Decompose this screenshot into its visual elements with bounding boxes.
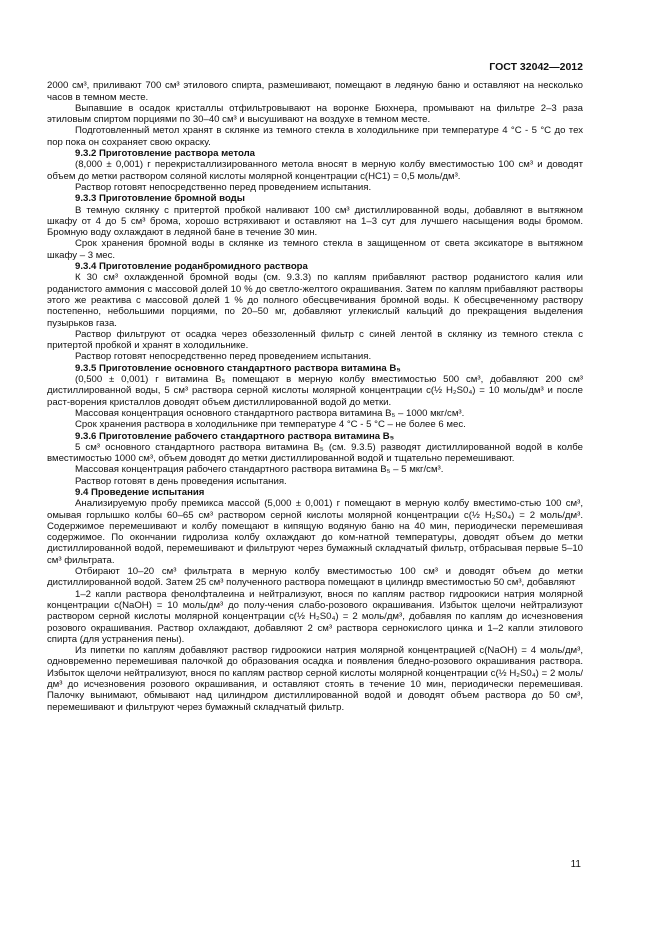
paragraph: Раствор фильтруют от осадка через обеззоленный фильтр с синей лентой в склянку из темного стекла с притертой пробкой и хранят в холодильнике. (47, 328, 583, 352)
paragraph: Выпавшие в осадок кристаллы отфильтровывают на воронке Бюхнера, промывают на фильтре 2–3 раза этиловым спиртом порциями по 30–40 см³ и высушивают на воздухе в темном месте. (47, 102, 583, 126)
paragraph: Массовая концентрация основного стандартного раствора витамина B₅ – 1000 мкг/см³. (75, 407, 465, 419)
paragraph: К 30 см³ охлажденной бромной воды (см. 9.3.3) по каплям прибавляют раствор роданистого калия или роданистого аммония с массовой долей 10 % до светло-желтого окрашивания. Затем по каплям прибавляют растворы этого же реактива с массовой долей 1 % до полного обесцвечивания бромной воды. К обесцвеченному раствору постепенно, небольшими порциями, по 20–50 мг, добавляют углекислый кальций до прекращения выделения пузырьков газа. (47, 272, 583, 329)
page-number: 11 (570, 859, 581, 870)
section-heading: 9.3.6 Приготовление рабочего стандартного раствора витамина B₅ (75, 430, 395, 442)
section-heading: 9.3.4 Приготовление роданбромидного раствора (75, 261, 308, 273)
paragraph: 2000 см³, приливают 700 см³ этилового спирта, размешивают, помещают в ледяную баню и оставляют на несколько часов в темном месте. (47, 80, 583, 103)
paragraph: Раствор готовят непосредственно перед проведением испытания. (75, 351, 372, 363)
paragraph: Срок хранения бромной воды в склянке из темного стекла в защищенном от света эксикаторе в вытяжном шкафу – 3 мес. (47, 238, 583, 261)
paragraph: Срок хранения раствора в холодильнике при температуре 4 °С - 5 °С – не более 6 мес. (75, 419, 466, 431)
paragraph: В темную склянку с притертой пробкой наливают 100 см³ дистиллированной воды, добавляют в вытяжном шкафу от 4 до 5 см³ брома, хорошо встряхивают и оставляют на 1–3 сут для лучшего насыщения воды бромом. Бромную воду охлаждают в ледяной бане в течение 30 мин. (47, 204, 583, 239)
paragraph: Раствор готовят в день проведения испытания. (75, 475, 287, 487)
paragraph: Подготовленный метол хранят в склянке из темного стекла в холодильнике при температуре 4 °С - 5 °С до тех пор пока он сохраняет свою окраску. (47, 125, 583, 148)
paragraph: Массовая концентрация рабочего стандартного раствора витамина B₅ – 5 мкг/см³. (75, 464, 444, 476)
document-body (47, 80, 583, 713)
section-heading: 9.4 Проведение испытания (75, 486, 205, 498)
paragraph: (8,000 ± 0,001) г перекристаллизированного метола вносят в мерную колбу вместимостью 100 см³ и доводят объем до метки раствором соляной кислоты молярной концентрации c(HC1) = 0,5 моль/дм³. (47, 159, 583, 182)
standard-code: ГОСТ 32042—2012 (489, 61, 583, 73)
paragraph: Отбирают 10–20 см³ фильтрата в мерную колбу вместимостью 100 см³ и доводят объем до метки дистиллированной водой. Затем 25 см³ полученного раствора помещают в цилиндр вместимостью 50 см³, добавляют (47, 566, 583, 589)
paragraph: 5 см³ основного стандартного раствора витамина B₅ (см. 9.3.5) разводят дистиллированной водой в колбе вместимостью 1000 см³, объем доводят до метки дистиллированной водой и тщательно перемешивают. (47, 441, 583, 465)
paragraph: Раствор готовят непосредственно перед проведением испытания. (75, 181, 372, 193)
section-heading: 9.3.3 Приготовление бромной воды (75, 193, 245, 205)
paragraph: Анализируемую пробу премикса массой (5,000 ± 0,001) г помещают в мерную колбу вместимо-стью 100 см³, омывая горлышко колбы 60–65 см³ раствором серной кислоты молярной концентрации c(½ H₂S0₄) = 2 моль/дм³. Содержимое перемешивают и колбу помещают в кипящую водяную баню на 40 мин, периодически перемешивая содержимое. По окончании гидролиза колбу охлаждают до ком-натной температуры, доводят объем до метки дистиллированной водой, перемешивают и фильтруют через бумажный складчатый фильтр, отбрасывая первые 5–10 см³ фильтрата. (47, 498, 583, 566)
section-heading: 9.3.5 Приготовление основного стандартного раствора витамина B₅ (75, 362, 401, 374)
paragraph: (0,500 ± 0,001) г витамина B₅ помещают в мерную колбу вместимостью 500 см³, добавляют 200 см³ дистиллированной воды, 5 см³ раствора серной кислоты молярной концентрации c(½ H₂S0₄) = 10 моль/дм³ и после раст-ворения кристаллов доводят объем дистиллированной водой до метки. (47, 374, 583, 408)
section-heading: 9.3.2 Приготовление раствора метола (75, 148, 255, 160)
paragraph: 1–2 капли раствора фенолфталеина и нейтрализуют, внося по каплям раствор гидроокиси натрия молярной концентрации c(NaOH) = 10 моль/дм³ до полу-чения слабо-розового окрашивания. Избыток щелочи нейтрализуют раствором серной кислоты молярной концентрации c(½ H₂S0₄) = 2 моль/дм³, добавляя по каплям до исчезновения розового окрашивания. Раствор охлаждают, добавляют 2 см³ раствора сернокислого цинка и 1–2 капли этилового спирта (для устранения пены). (47, 588, 583, 645)
paragraph: Из пипетки по каплям добавляют раствор гидроокиси натрия молярной концентрацией c(NaOH) = 4 моль/дм³, одновременно перемешивая палочкой до образования осадка и появления бледно-розового окрашивания раствора. Избыток щелочи нейтрализуют, внося по каплям раствор серной кислоты молярной концентрации c(½ H₂S0₄) = 2 моль/дм³ до исчезновения розового окрашивания, и оставляют стоять в течение 10 мин, периодически перемешивая. Палочку вынимают, обмывают над цилиндром дистиллированной водой и доводят объем раствора до 50 см³, перемешивают и фильтруют через бумажный складчатый фильтр. (47, 645, 583, 713)
document-page (47, 62, 583, 713)
